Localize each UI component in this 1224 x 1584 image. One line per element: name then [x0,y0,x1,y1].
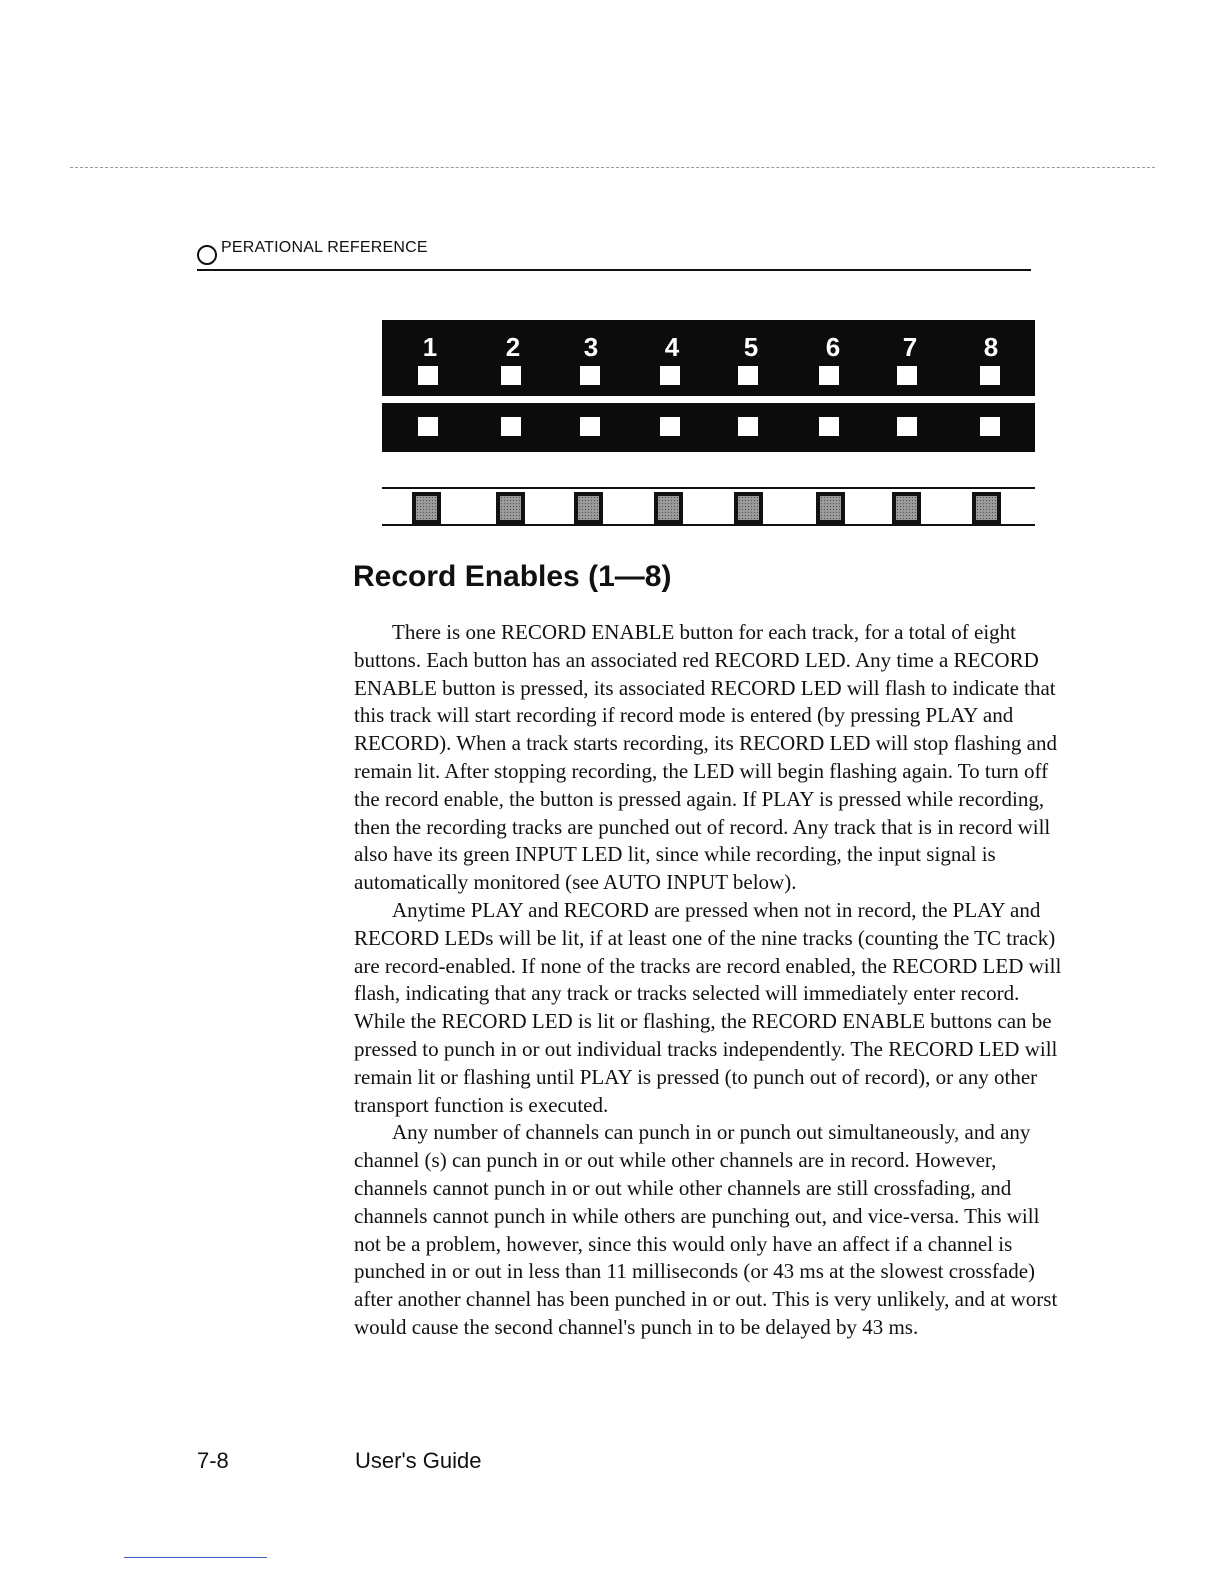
input-led-6 [819,417,839,436]
scan-artifact-line [70,167,1155,168]
track-number-8: 8 [983,332,999,362]
record-enable-button-7[interactable] [892,492,921,524]
input-led-7 [897,417,917,436]
record-led-4 [660,366,680,385]
input-led-3 [580,417,600,436]
track-panel-top [382,320,1035,396]
page-number: 7-8 [197,1448,229,1473]
record-enable-button-3[interactable] [574,492,603,524]
track-panel-input [382,403,1035,452]
track-number-6: 6 [825,332,841,362]
body-text [354,619,1066,1342]
running-head-initial-o [197,245,217,265]
record-enable-button-1[interactable] [412,492,441,524]
record-enable-button-2[interactable] [496,492,525,524]
track-number-7: 7 [902,332,918,362]
input-led-1 [418,417,438,436]
paragraph-2: Anytime PLAY and RECORD are pressed when not in record, the PLAY and RECORD LEDs will be lit, if at least one of the nine tracks (counting the TC track) are record-enabled. If none of the tracks are record enabled, the RECORD LED will flash, indicating that any track or tracks selected will immediately enter record. While the RECORD LED is lit or flashing, the RECORD ENABLE buttons can be pressed to punch in or out individual tracks independently. The RECORD LED will remain lit or flashing until PLAY is pressed (to punch out of record), or any other transport function is executed. [354,897,1062,1117]
track-number-4: 4 [664,332,680,362]
paragraph-3: Any number of channels can punch in or punch out simultaneously, and any channel (s) can punch in or out while other channels are in record. However, channels cannot punch in or out while other channels are still crossfading, and channels cannot punch in while others are punching out, and vice-versa. This will not be a problem, however, since this would only have an affect if a channel is punched in or out in less than 11 milliseconds (or 43 ms at the slowest crossfade) after another channel has been punched in or out. This is very unlikely, and at worst would cause the second channel's punch in to be delayed by 43 ms. [354,1120,1058,1339]
record-led-7 [897,366,917,385]
track-number-5: 5 [743,332,759,362]
record-led-5 [738,366,758,385]
record-led-2 [501,366,521,385]
input-led-5 [738,417,758,436]
input-led-4 [660,417,680,436]
track-number-1: 1 [422,332,438,362]
button-row-top-rule [382,487,1035,489]
record-led-6 [819,366,839,385]
section-title: Record Enables (1—8) [353,560,672,593]
record-enable-button-8[interactable] [972,492,1001,524]
record-led-8 [980,366,1000,385]
footer-guide-label: User's Guide [355,1448,482,1473]
input-led-8 [980,417,1000,436]
record-enable-button-6[interactable] [816,492,845,524]
record-led-1 [418,366,438,385]
running-head-label: PERATIONAL REFERENCE [221,239,428,256]
record-enable-button-4[interactable] [654,492,683,524]
button-row-bottom-rule [382,524,1035,526]
paragraph-1: There is one RECORD ENABLE button for each track, for a total of eight buttons. Each button has an associated red RECORD LED. Any time a RECORD ENABLE button is pressed, its associated RECORD LED will flash to indicate that this track will start recording if record mode is entered (by pressing PLAY and RECORD). When a track starts recording, its RECORD LED will stop flashing and remain lit. After stopping recording, the LED will begin flashing again. To turn off the record enable, the button is pressed again. If PLAY is pressed while recording, then the recording tracks are punched out of record. Any track that is in record will also have its green INPUT LED lit, since while recording, the input signal is automatically monitored (see AUTO INPUT below). [354,620,1058,895]
running-head [197,237,1031,271]
track-number-2: 2 [505,332,521,362]
record-led-3 [580,366,600,385]
track-number-3: 3 [583,332,599,362]
footer-scan-mark [124,1557,267,1558]
record-enable-button-5[interactable] [734,492,763,524]
input-led-2 [501,417,521,436]
